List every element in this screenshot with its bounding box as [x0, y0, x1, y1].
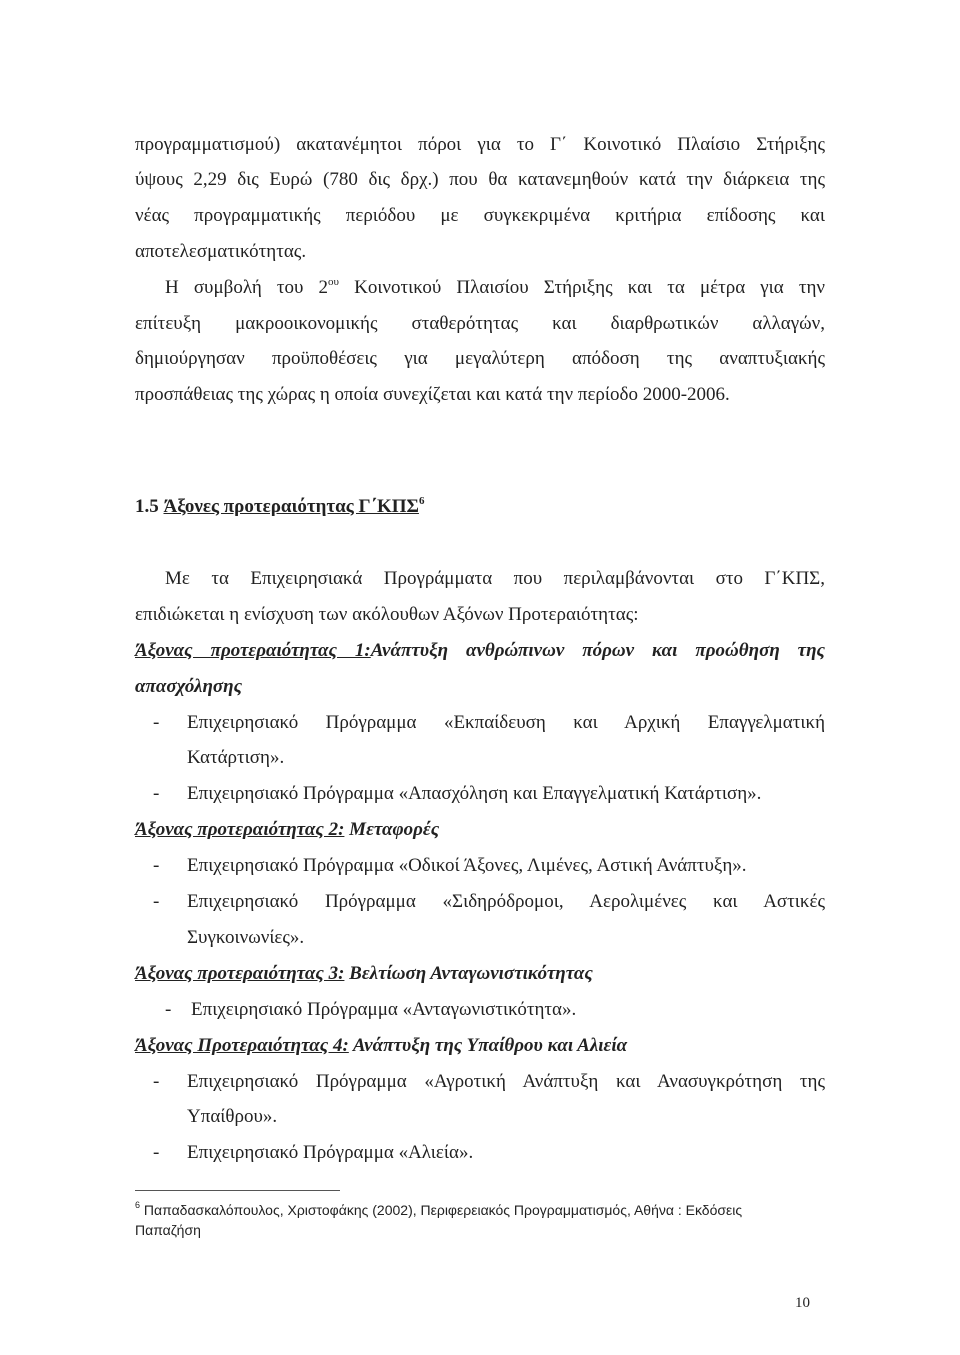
- program-name: Συγκοινωνίες».: [187, 927, 305, 948]
- axis-label: Άξονας προτεραιότητας 2:: [135, 819, 345, 840]
- axis-heading: [135, 639, 825, 663]
- page-number: 10: [795, 1295, 810, 1311]
- bullet-dash: -: [153, 1142, 160, 1163]
- paragraph-line: επιδιώκεται η ενίσχυση των ακόλουθων Αξόνων Προτεραιότητας:: [135, 604, 639, 625]
- bullet-dash: -: [153, 891, 160, 912]
- paragraph-text: Κοινοτικού Πλαισίου Στήριξης και τα μέτρα για την: [339, 277, 826, 298]
- axis-heading: [135, 1034, 825, 1058]
- program-name: Επιχειρησιακό Πρόγραμμα «Αλιεία».: [187, 1142, 474, 1163]
- axis-title: Ανάπτυξη ανθρώπινων πόρων και προώθηση της: [370, 640, 825, 661]
- bullet-dash: -: [153, 783, 160, 804]
- program-name: Κατάρτιση».: [187, 747, 285, 768]
- footnote-line: [135, 1200, 785, 1220]
- footnote-separator: [135, 1190, 340, 1191]
- program-name: Επιχειρησιακό Πρόγραμμα «Απασχόληση και Επαγγελματική Κατάρτιση».: [187, 783, 762, 804]
- axis-title: Μεταφορές: [344, 819, 440, 840]
- paragraph-text: Η συμβολή του 2: [165, 277, 329, 298]
- axis-title: Βελτίωση Ανταγωνιστικότητας: [344, 963, 593, 984]
- axis-title: Ανάπτυξη της Υπαίθρου και Αλιεία: [348, 1035, 628, 1056]
- bullet-dash: -: [153, 855, 160, 876]
- paragraph-line: επίτευξη μακροοικονομικής σταθερότητας και διαρθρωτικών αλλαγών,: [135, 313, 825, 334]
- axis-heading: [135, 962, 825, 986]
- program-name: Επιχειρησιακό Πρόγραμμα «Εκπαίδευση και Αρχική Επαγγελματική: [187, 712, 825, 733]
- ordinal-superscript: ου: [328, 275, 339, 288]
- footnote-text: Παπαδασκαλόπουλος, Χριστοφάκης (2002), Περιφερειακός Προγραμματισμός, Αθήνα : Εκδόσεις: [140, 1202, 743, 1218]
- paragraph-line: δημιούργησαν προϋποθέσεις για μεγαλύτερη απόδοση της αναπτυξιακής: [135, 348, 825, 369]
- section-title: Άξονες προτεραιότητας Γ΄ΚΠΣ: [163, 496, 419, 517]
- footnote-reference: 6: [418, 494, 425, 507]
- program-name: Υπαίθρου».: [187, 1106, 278, 1127]
- axis-label: Άξονας προτεραιότητας 3:: [135, 963, 345, 984]
- footnote-line: Παπαζήση: [135, 1222, 201, 1238]
- paragraph-line: αποτελεσματικότητας.: [135, 241, 307, 262]
- axis-heading-cont: [135, 675, 825, 699]
- footnote-number: 6: [135, 1200, 141, 1211]
- axis-title: απασχόλησης: [135, 676, 243, 697]
- axis-label: Άξονας προτεραιότητας 1:: [135, 640, 371, 661]
- bullet-dash: -: [153, 712, 160, 733]
- bullet-dash: -: [165, 999, 172, 1020]
- bullet-dash: -: [153, 1071, 160, 1092]
- program-name: Επιχειρησιακό Πρόγραμμα «Αγροτική Ανάπτυξη και Ανασυγκρότηση της: [187, 1071, 825, 1092]
- paragraph-line: [165, 276, 825, 300]
- paragraph-line: ύψους 2,29 δις Ευρώ (780 δις δρχ.) που θα κατανεμηθούν κατά την διάρκεια της: [135, 169, 825, 190]
- paragraph-line: προσπάθειας της χώρας η οποία συνεχίζεται και κατά την περίοδο 2000-2006.: [135, 384, 730, 405]
- paragraph-line: προγραμματισμού) ακατανέμητοι πόροι για το Γ΄ Κοινοτικό Πλαίσιο Στήριξης: [135, 134, 825, 155]
- axis-heading: [135, 818, 825, 842]
- paragraph-line: νέας προγραμματικής περιόδου με συγκεκριμένα κριτήρια επίδοσης και: [135, 205, 825, 226]
- paragraph-line: Με τα Επιχειρησιακά Προγράμματα που περιλαμβάνονται στο Γ΄ΚΠΣ,: [165, 568, 825, 589]
- program-name: Επιχειρησιακό Πρόγραμμα «Οδικοί Άξονες, Λιμένες, Αστική Ανάπτυξη».: [187, 855, 747, 876]
- program-name: Επιχειρησιακό Πρόγραμμα «Σιδηρόδρομοι, Αερολιμένες και Αστικές: [187, 891, 825, 912]
- section-number: 1.5: [135, 496, 159, 517]
- axis-label: Άξονας Προτεραιότητας 4:: [135, 1035, 349, 1056]
- section-heading: [135, 495, 825, 519]
- program-name: Επιχειρησιακό Πρόγραμμα «Ανταγωνιστικότητα».: [191, 999, 577, 1020]
